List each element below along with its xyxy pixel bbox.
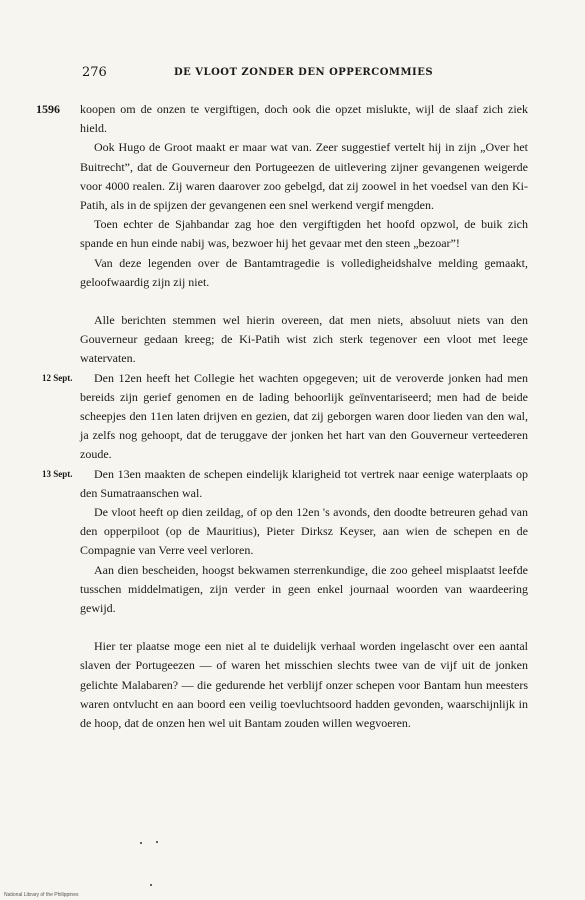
paragraph-10: Hier ter plaatse moge een niet al te duidelijk verhaal worden ingelascht over een aantal slaven der Portugeezen — of waren het misschien slechts twee van de vijf uit de jonken gelichte Malabaren? — die gedurende het verblijf onzer schepen voor Bantam hun meesters waren ontvlucht en aan boord een veilig toevluchtsoord hadden gevonden, waarschijnlijk in de hoop, dat de onzen hen wel uit Bantam zouden willen wegvoeren. [80,639,528,731]
paragraph-9: Aan dien bescheiden, hoogst bekwamen sterrenkundige, die zoo geheel misplaatst leefde tusschen middelmatigen, zijn verder in geen enkel journaal woorden van waardeering gewijd. [80,562,528,616]
paragraph-text: Den 13en maakten de schepen eindelijk klarigheid tot vertrek naar eenige waterplaats op den Sumatraanschen wal. [80,466,528,500]
paragraph-text: koopen om de onzen te vergiftigen, doch ook die opzet mislukte, wijl de slaaf zich ziek hield. [80,102,528,136]
margin-year: 1596 [36,102,60,116]
paragraph-8: De vloot heeft op dien zeildag, of op den 12en 's avonds, den doodte betreuren gehad van den opperpiloot (op de Mauritius), Pieter Dirksz Keyser, aan wien de schepen en de Compagnie van Verre veel verloren. [80,505,528,558]
paragraph-1 [36,100,528,138]
body-text [36,100,528,733]
paragraph-2: Ook Hugo de Groot maakt er maar wat van. Zeer suggestief vertelt hij in zijn „Over het Buitrecht”, dat de Gouverneur den Portugeezen de uitlevering zijner gevangenen weigerde voor 4000 realen. Zij waren daarover zoo gebelgd, dat zij zoowel in het voedsel van den Ki-Patih, als in de spijzen der gevangenen een snel werkend vergif mengden. [80,140,528,213]
paragraph-5: Alle berichten stemmen wel hierin overeen, dat men niets, absoluut niets van den Gouverneur gedaan kreeg; de Ki-Patih wist zich sterk tegenover een vloot met leege watervaten. [80,313,528,366]
paragraph-text: Den 12en heeft het Collegie het wachten opgegeven; uit de veroverde jonken had men bereids zijn gerief genomen en de lading behoorlijk geïnventariseerd; men had de beide scheepjes den 11en laten drijven en gezien, dat zij geborgen waren door lieden van den wal, ja zelfs nog gehoopt, dat de teruggave der jonken het hart van den Gouverneur verteederen zoude. [80,370,528,462]
paragraph-7 [42,465,528,503]
margin-date: 13 Sept. [42,468,73,479]
ink-speck [150,884,152,886]
ink-speck [140,842,142,844]
page-header [82,65,532,81]
paragraph-4: Van deze legenden over de Bantamtragedie is volledigheidshalve melding gemaakt, geloofwaardig zijn zij niet. [80,255,528,289]
ink-speck [156,841,158,843]
running-title: DE VLOOT ZONDER DEN OPPERCOMMIES [174,67,434,78]
scan-footer: National Library of the Philippines [4,892,79,898]
margin-date: 12 Sept. [42,372,73,383]
paragraph-3: Toen echter de Sjahbandar zag hoe den vergiftigden het hoofd opzwol, de buik zich spande en hun einde nabij was, bezwoer hij het gevaar met den steen „bezoar”! [80,217,528,251]
paragraph-6 [42,369,528,465]
page-number: 276 [82,65,107,80]
